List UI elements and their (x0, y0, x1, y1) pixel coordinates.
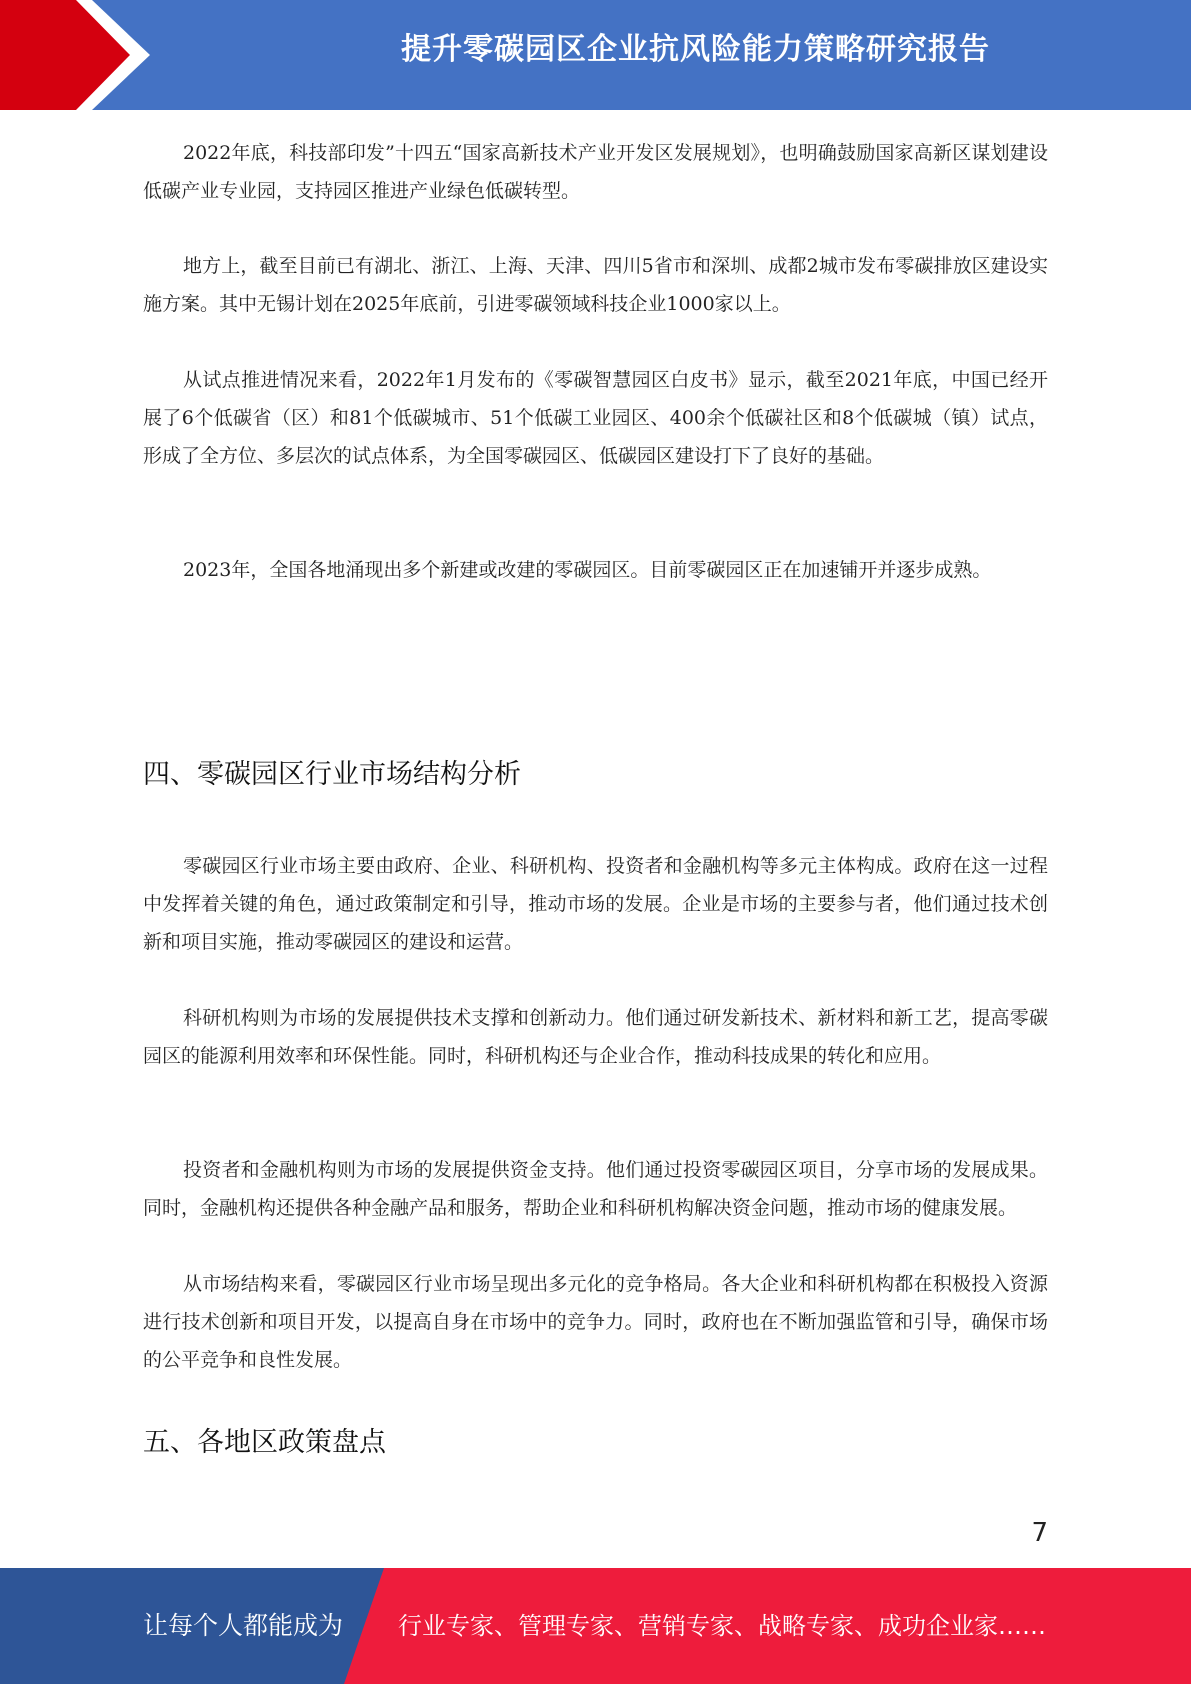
footer-slogan-right: 行业专家、管理专家、营销专家、战略专家、成功企业家…… (398, 1612, 1046, 1640)
section-heading-regional-policies: 五、各地区政策盘点 (143, 1427, 386, 1458)
paragraph-research-institutions: 科研机构则为市场的发展提供技术支撑和创新动力。他们通过研发新技术、新材料和新工艺，提高零碳园区的能源利用效率和环保性能。同时，科研机构还与企业合作，推动科技成果的转化和应用。 (143, 1007, 1048, 1067)
paragraph-market-competition: 从市场结构来看，零碳园区行业市场呈现出多元化的竞争格局。各大企业和科研机构都在积极投入资源进行技术创新和项目开发，以提高自身在市场中的竞争力。同时，政府也在不断加强监管和引导，确保市场的公平竞争和良性发展。 (143, 1273, 1048, 1371)
paragraph-2023-parks: 2023年，全国各地涌现出多个新建或改建的零碳园区。目前零碳园区正在加速铺开并逐步成熟。 (183, 559, 992, 581)
paragraph-pilot-progress: 从试点推进情况来看，2022年1月发布的《零碳智慧园区白皮书》显示，截至2021年底，中国已经开展了6个低碳省（区）和81个低碳城市、51个低碳工业园区、400余个低碳社区和8个低碳城（镇）试点，形成了全方位、多层次的试点体系，为全国零碳园区、低碳园区建设打下了良好的基础。 (143, 369, 1048, 467)
paragraph-market-participants: 零碳园区行业市场主要由政府、企业、科研机构、投资者和金融机构等多元主体构成。政府在这一过程中发挥着关键的角色，通过政策制定和引导，推动市场的发展。企业是市场的主要参与者，他们通过技术创新和项目实施，推动零碳园区的建设和运营。 (143, 855, 1048, 953)
page-header (0, 0, 1191, 110)
report-title: 提升零碳园区企业抗风险能力策略研究报告 (401, 32, 990, 67)
paragraph-local-plans: 地方上，截至目前已有湖北、浙江、上海、天津、四川5省市和深圳、成都2城市发布零碳排放区建设实施方案。其中无锡计划在2025年底前，引进零碳领域科技企业1000家以上。 (143, 255, 1048, 315)
paragraph-investors-finance: 投资者和金融机构则为市场的发展提供资金支持。他们通过投资零碳园区项目，分享市场的发展成果。同时，金融机构还提供各种金融产品和服务，帮助企业和科研机构解决资金问题，推动市场的健康发展。 (143, 1159, 1048, 1219)
section-heading-market-structure: 四、零碳园区行业市场结构分析 (143, 759, 521, 790)
footer-slogan-left: 让每个人都能成为 (143, 1611, 344, 1640)
page-footer (0, 1568, 1191, 1684)
paragraph-2022-plan: 2022年底，科技部印发”十四五“国家高新技术产业开发区发展规划》，也明确鼓励国家高新区谋划建设低碳产业专业园，支持园区推进产业绿色低碳转型。 (143, 142, 1048, 202)
page-number: 7 (1031, 1518, 1048, 1548)
